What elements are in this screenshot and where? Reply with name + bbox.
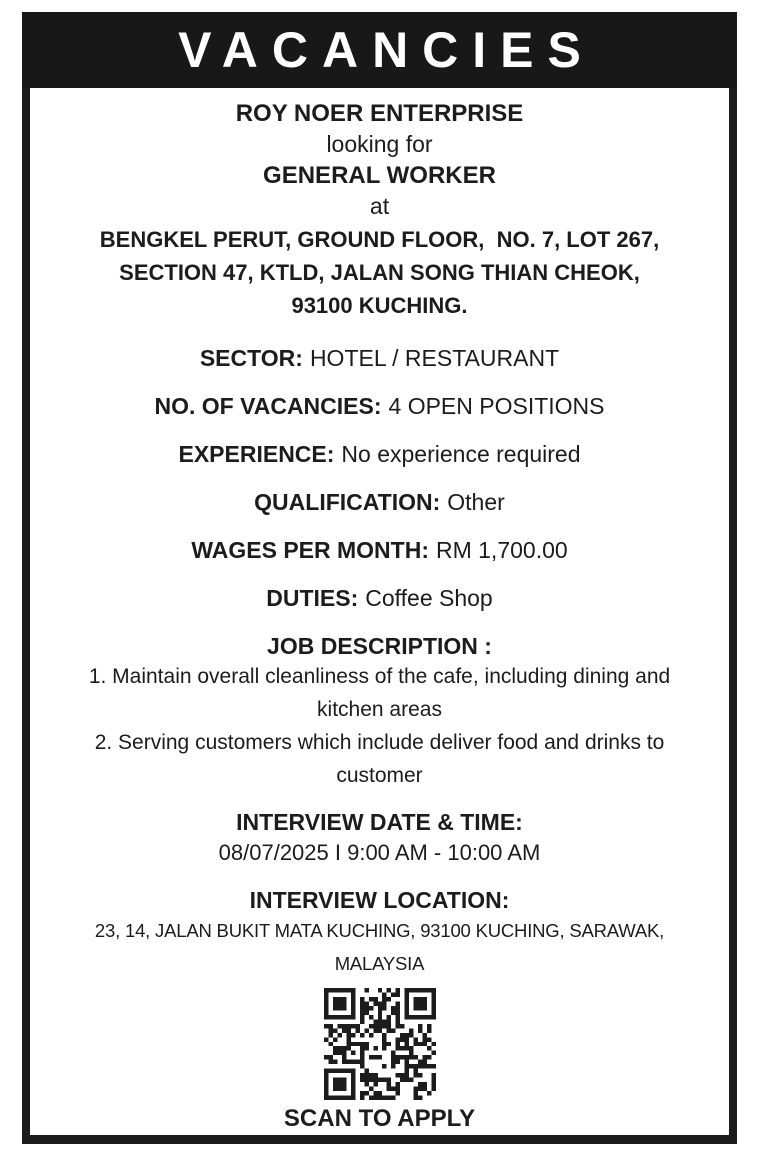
qr-code xyxy=(322,986,438,1102)
qr-code-area xyxy=(38,986,721,1102)
field-value: HOTEL / RESTAURANT xyxy=(309,345,560,371)
job-fields xyxy=(38,344,721,612)
poster-content xyxy=(30,88,729,1132)
interview-datetime-value: 08/07/2025 I 9:00 AM - 10:00 AM xyxy=(218,840,541,865)
interview-location-section xyxy=(38,886,721,980)
field-label: NO. OF VACANCIES: xyxy=(154,393,382,419)
field-value: Other xyxy=(447,489,505,515)
job-description-line: 1. Maintain overall cleanliness of the cafe, including dining and xyxy=(88,665,671,688)
field-duties xyxy=(38,584,721,612)
field-label: DUTIES: xyxy=(266,585,359,611)
field-label: WAGES PER MONTH: xyxy=(191,537,429,563)
field-qualification xyxy=(38,488,721,516)
interview-datetime-heading: INTERVIEW DATE & TIME: xyxy=(236,809,523,835)
field-label: QUALIFICATION: xyxy=(254,489,441,515)
field-label: EXPERIENCE: xyxy=(178,441,335,467)
position-title: GENERAL WORKER xyxy=(263,162,496,189)
interview-location-heading: INTERVIEW LOCATION: xyxy=(249,887,510,913)
field-label: SECTOR: xyxy=(199,345,303,371)
company-address-line: SECTION 47, KTLD, JALAN SONG THIAN CHEOK, xyxy=(119,260,640,285)
looking-for-text: looking for xyxy=(326,131,433,157)
field-experience xyxy=(38,440,721,468)
company-address-line: 93100 KUCHING. xyxy=(291,293,468,318)
field-value: No experience required xyxy=(341,441,581,467)
interview-location-line: 23, 14, JALAN BUKIT MATA KUCHING, 93100 KUCHING, SARAWAK, xyxy=(94,920,665,941)
field-value: Coffee Shop xyxy=(365,585,493,611)
field-value: 4 OPEN POSITIONS xyxy=(388,393,605,419)
field-value: RM 1,700.00 xyxy=(435,537,568,563)
poster-title: VACANCIES xyxy=(178,22,595,78)
interview-location-line: MALAYSIA xyxy=(334,953,425,974)
job-description-heading: JOB DESCRIPTION : xyxy=(267,633,492,659)
field-vacancies xyxy=(38,392,721,420)
scan-to-apply-caption: SCAN TO APPLY xyxy=(283,1105,476,1132)
field-sector xyxy=(38,344,721,372)
job-description-section xyxy=(38,632,721,792)
company-address-line: BENGKEL PERUT, GROUND FLOOR, NO. 7, LOT 267, xyxy=(99,227,660,252)
company-address xyxy=(38,223,721,322)
job-description-line: customer xyxy=(336,764,423,787)
interview-datetime-section xyxy=(38,808,721,869)
job-description-line: 2. Serving customers which include deliver food and drinks to xyxy=(94,731,665,754)
vacancies-banner xyxy=(22,12,737,88)
job-description-line: kitchen areas xyxy=(317,698,442,721)
poster-frame xyxy=(22,12,737,1144)
at-text: at xyxy=(369,193,390,219)
field-wages xyxy=(38,536,721,564)
company-name: ROY NOER ENTERPRISE xyxy=(235,100,524,127)
